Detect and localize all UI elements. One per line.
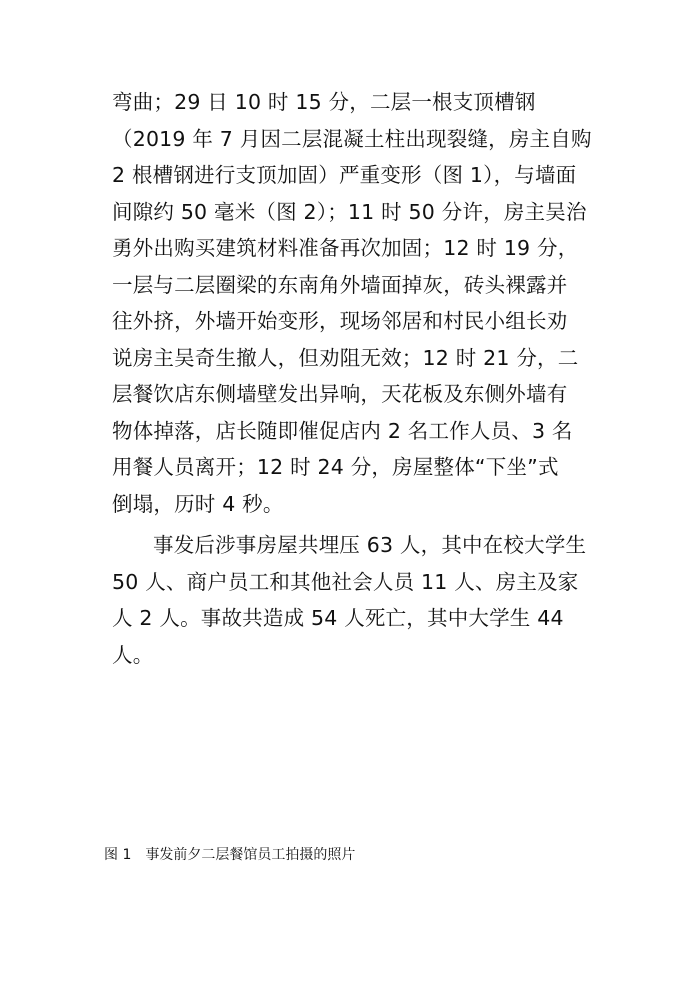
text-line: 事发后涉事房屋共埋压 63 人，其中在校大学生 bbox=[153, 533, 587, 557]
text-line: 说房主吴奇生撤人，但劝阻无效；12 时 21 分，二 bbox=[112, 345, 579, 370]
text-line: 往外挤，外墙开始变形，现场邻居和村民小组长劝 bbox=[112, 309, 568, 333]
text-line: 层餐饮店东侧墙壁发出异响，天花板及东侧外墙有 bbox=[112, 382, 568, 406]
figure-label: 图 1 bbox=[104, 847, 132, 863]
figure-caption bbox=[104, 845, 355, 865]
text-line: 用餐人员离开；12 时 24 分，房屋整体“下坐”式 bbox=[112, 455, 559, 479]
text-line: 50 人、商户员工和其他社会人员 11 人、房主及家 bbox=[112, 569, 579, 594]
text-line: 物体掉落，店长随即催促店内 2 名工作人员、3 名 bbox=[112, 418, 573, 443]
paragraph-1 bbox=[112, 84, 612, 522]
text-line: 倒塌，历时 4 秒。 bbox=[112, 491, 284, 516]
text-line: （2019 年 7 月因二层混凝土柱出现裂缝，房主自购 bbox=[112, 126, 592, 151]
text-line: 2 根槽钢进行支顶加固）严重变形（图 1），与墙面 bbox=[112, 163, 577, 187]
text-line: 弯曲；29 日 10 时 15 分，二层一根支顶槽钢 bbox=[112, 90, 536, 114]
text-line: 勇外出购买建筑材料准备再次加固；12 时 19 分， bbox=[112, 236, 579, 260]
text-line: 间隙约 50 毫米（图 2）；11 时 50 分许，房主吴治 bbox=[112, 199, 587, 224]
text-line: 人。 bbox=[112, 642, 154, 667]
text-line: 人 2 人。事故共造成 54 人死亡，其中大学生 44 bbox=[112, 606, 564, 630]
body-text bbox=[112, 84, 612, 673]
text-line: 一层与二层圈梁的东南角外墙面掉灰，砖头裸露并 bbox=[112, 272, 568, 297]
figure-caption-text: 事发前夕二层餐馆员工拍摄的照片 bbox=[145, 847, 356, 863]
paragraph-2 bbox=[112, 527, 612, 673]
